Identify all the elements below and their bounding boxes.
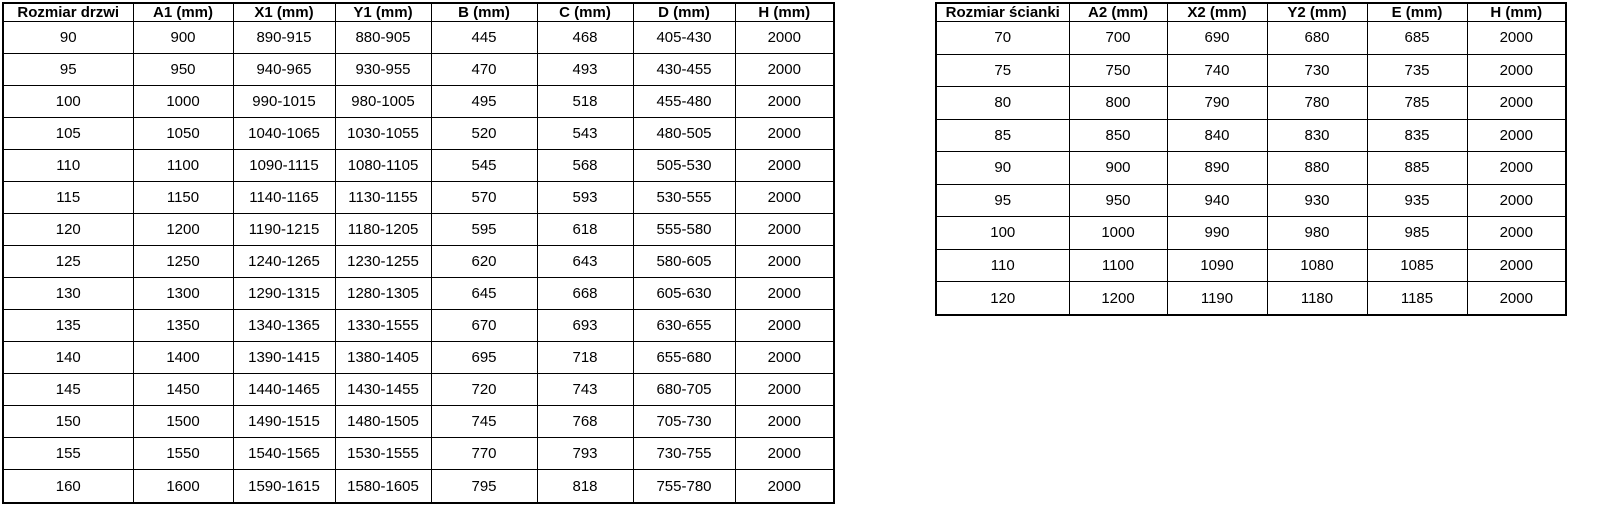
column-header: X1 (mm) — [233, 3, 335, 22]
table-cell: 730-755 — [633, 438, 735, 470]
table-cell: 693 — [537, 310, 633, 342]
table-row — [3, 342, 834, 374]
table-cell: 130 — [3, 278, 133, 310]
table-cell: 120 — [936, 282, 1069, 316]
table-cell: 2000 — [1467, 87, 1566, 120]
table-cell: 1290-1315 — [233, 278, 335, 310]
table-cell: 1030-1055 — [335, 118, 431, 150]
table-row — [3, 470, 834, 503]
table-cell: 1040-1065 — [233, 118, 335, 150]
table-cell: 680 — [1267, 22, 1367, 55]
table-cell: 95 — [3, 54, 133, 86]
table-cell: 555-580 — [633, 214, 735, 246]
table-row — [3, 246, 834, 278]
column-header: C (mm) — [537, 3, 633, 22]
table-row — [3, 406, 834, 438]
table-cell: 140 — [3, 342, 133, 374]
table-row — [936, 249, 1566, 282]
table-cell: 930-955 — [335, 54, 431, 86]
table-cell: 100 — [3, 86, 133, 118]
table-cell: 570 — [431, 182, 537, 214]
table-row — [3, 118, 834, 150]
table-cell: 800 — [1069, 87, 1167, 120]
table-cell: 518 — [537, 86, 633, 118]
table-cell: 470 — [431, 54, 537, 86]
table-cell: 950 — [133, 54, 233, 86]
table-cell: 2000 — [735, 182, 834, 214]
table-cell: 700 — [1069, 22, 1167, 55]
table-cell: 1050 — [133, 118, 233, 150]
table-cell: 1085 — [1367, 249, 1467, 282]
table-cell: 668 — [537, 278, 633, 310]
table-cell: 900 — [1069, 152, 1167, 185]
table-cell: 85 — [936, 119, 1069, 152]
door-size-table — [2, 2, 835, 504]
table-cell: 75 — [936, 54, 1069, 87]
table-cell: 695 — [431, 342, 537, 374]
column-header: Y1 (mm) — [335, 3, 431, 22]
table-cell: 705-730 — [633, 406, 735, 438]
column-header: E (mm) — [1367, 3, 1467, 22]
table-cell: 1580-1605 — [335, 470, 431, 503]
table-cell: 2000 — [1467, 54, 1566, 87]
table-cell: 455-480 — [633, 86, 735, 118]
table-cell: 818 — [537, 470, 633, 503]
table-cell: 720 — [431, 374, 537, 406]
table-cell: 1350 — [133, 310, 233, 342]
table-cell: 880-905 — [335, 22, 431, 54]
table-cell: 620 — [431, 246, 537, 278]
table-cell: 768 — [537, 406, 633, 438]
table-row — [936, 87, 1566, 120]
table-cell: 1550 — [133, 438, 233, 470]
table-row — [936, 217, 1566, 250]
table-cell: 1430-1455 — [335, 374, 431, 406]
column-header: Y2 (mm) — [1267, 3, 1367, 22]
table-cell: 1480-1505 — [335, 406, 431, 438]
table-cell: 655-680 — [633, 342, 735, 374]
table-cell: 2000 — [1467, 282, 1566, 316]
table-cell: 1590-1615 — [233, 470, 335, 503]
table-cell: 2000 — [735, 86, 834, 118]
table-row — [936, 22, 1566, 55]
table-cell: 145 — [3, 374, 133, 406]
table-cell: 793 — [537, 438, 633, 470]
table-cell: 750 — [1069, 54, 1167, 87]
table-row — [3, 150, 834, 182]
table-cell: 690 — [1167, 22, 1267, 55]
header-row — [936, 3, 1566, 22]
table-cell: 105 — [3, 118, 133, 150]
header-row — [3, 3, 834, 22]
table-cell: 530-555 — [633, 182, 735, 214]
table-row — [936, 119, 1566, 152]
column-header: A1 (mm) — [133, 3, 233, 22]
table-cell: 1100 — [1069, 249, 1167, 282]
table-cell: 2000 — [735, 310, 834, 342]
table-cell: 480-505 — [633, 118, 735, 150]
column-header: D (mm) — [633, 3, 735, 22]
table-cell: 1340-1365 — [233, 310, 335, 342]
table-row — [3, 438, 834, 470]
table-cell: 940-965 — [233, 54, 335, 86]
table-cell: 1540-1565 — [233, 438, 335, 470]
table-cell: 1300 — [133, 278, 233, 310]
table-cell: 685 — [1367, 22, 1467, 55]
column-header: X2 (mm) — [1167, 3, 1267, 22]
table-cell: 680-705 — [633, 374, 735, 406]
table-cell: 155 — [3, 438, 133, 470]
table-cell: 2000 — [1467, 119, 1566, 152]
table-cell: 718 — [537, 342, 633, 374]
table-cell: 70 — [936, 22, 1069, 55]
table-cell: 2000 — [735, 54, 834, 86]
table-cell: 1190-1215 — [233, 214, 335, 246]
table-row — [3, 54, 834, 86]
table-cell: 1250 — [133, 246, 233, 278]
table-cell: 580-605 — [633, 246, 735, 278]
table-cell: 2000 — [735, 214, 834, 246]
table-cell: 2000 — [1467, 217, 1566, 250]
table-cell: 2000 — [735, 118, 834, 150]
table-cell: 1450 — [133, 374, 233, 406]
table-cell: 2000 — [735, 406, 834, 438]
table-cell: 2000 — [1467, 249, 1566, 282]
table-cell: 493 — [537, 54, 633, 86]
table-cell: 740 — [1167, 54, 1267, 87]
table-cell: 735 — [1367, 54, 1467, 87]
table-cell: 605-630 — [633, 278, 735, 310]
table-cell: 2000 — [735, 246, 834, 278]
table-cell: 95 — [936, 184, 1069, 217]
table-row — [3, 310, 834, 342]
table-cell: 990-1015 — [233, 86, 335, 118]
table-cell: 1530-1555 — [335, 438, 431, 470]
table-cell: 468 — [537, 22, 633, 54]
table-row — [936, 282, 1566, 316]
table-row — [3, 374, 834, 406]
table-cell: 670 — [431, 310, 537, 342]
table-cell: 593 — [537, 182, 633, 214]
table-cell: 935 — [1367, 184, 1467, 217]
table-cell: 1080 — [1267, 249, 1367, 282]
table-cell: 985 — [1367, 217, 1467, 250]
table-cell: 990 — [1167, 217, 1267, 250]
table-cell: 2000 — [735, 278, 834, 310]
table-cell: 1330-1555 — [335, 310, 431, 342]
table-cell: 730 — [1267, 54, 1367, 87]
table-cell: 110 — [936, 249, 1069, 282]
table-row — [936, 54, 1566, 87]
table-cell: 115 — [3, 182, 133, 214]
table-cell: 1390-1415 — [233, 342, 335, 374]
table-row — [3, 214, 834, 246]
table-cell: 520 — [431, 118, 537, 150]
table-cell: 618 — [537, 214, 633, 246]
table-cell: 160 — [3, 470, 133, 503]
table-cell: 795 — [431, 470, 537, 503]
table-cell: 1000 — [1069, 217, 1167, 250]
column-header: Rozmiar ścianki — [936, 3, 1069, 22]
column-header: H (mm) — [1467, 3, 1566, 22]
column-header: H (mm) — [735, 3, 834, 22]
table-cell: 1240-1265 — [233, 246, 335, 278]
column-header: Rozmiar drzwi — [3, 3, 133, 22]
table-cell: 885 — [1367, 152, 1467, 185]
table-cell: 1280-1305 — [335, 278, 431, 310]
table-cell: 940 — [1167, 184, 1267, 217]
table-cell: 2000 — [1467, 152, 1566, 185]
table-cell: 1140-1165 — [233, 182, 335, 214]
table-cell: 110 — [3, 150, 133, 182]
table-cell: 830 — [1267, 119, 1367, 152]
table-row — [3, 182, 834, 214]
table-cell: 1100 — [133, 150, 233, 182]
table-cell: 495 — [431, 86, 537, 118]
table-cell: 545 — [431, 150, 537, 182]
table-cell: 840 — [1167, 119, 1267, 152]
table-cell: 980-1005 — [335, 86, 431, 118]
table-row — [3, 86, 834, 118]
table-cell: 1130-1155 — [335, 182, 431, 214]
table-cell: 445 — [431, 22, 537, 54]
column-header: B (mm) — [431, 3, 537, 22]
table-cell: 1190 — [1167, 282, 1267, 316]
table-cell: 1180-1205 — [335, 214, 431, 246]
table-row — [3, 22, 834, 54]
table-cell: 405-430 — [633, 22, 735, 54]
table-cell: 770 — [431, 438, 537, 470]
table-cell: 1230-1255 — [335, 246, 431, 278]
table-cell: 595 — [431, 214, 537, 246]
table-cell: 430-455 — [633, 54, 735, 86]
table-cell: 1090 — [1167, 249, 1267, 282]
table-cell: 1440-1465 — [233, 374, 335, 406]
table-cell: 980 — [1267, 217, 1367, 250]
table-cell: 1180 — [1267, 282, 1367, 316]
table-cell: 125 — [3, 246, 133, 278]
table-cell: 100 — [936, 217, 1069, 250]
table-cell: 850 — [1069, 119, 1167, 152]
table-cell: 80 — [936, 87, 1069, 120]
table-cell: 543 — [537, 118, 633, 150]
table-cell: 2000 — [1467, 22, 1566, 55]
table-cell: 900 — [133, 22, 233, 54]
column-header: A2 (mm) — [1069, 3, 1167, 22]
table-cell: 2000 — [735, 438, 834, 470]
table-cell: 505-530 — [633, 150, 735, 182]
table-cell: 2000 — [735, 22, 834, 54]
table-cell: 1380-1405 — [335, 342, 431, 374]
table-cell: 890-915 — [233, 22, 335, 54]
table-cell: 120 — [3, 214, 133, 246]
table-cell: 1185 — [1367, 282, 1467, 316]
table-cell: 835 — [1367, 119, 1467, 152]
table-cell: 630-655 — [633, 310, 735, 342]
wall-size-table — [935, 2, 1567, 316]
table-cell: 1150 — [133, 182, 233, 214]
table-cell: 645 — [431, 278, 537, 310]
table-cell: 568 — [537, 150, 633, 182]
table-cell: 2000 — [735, 374, 834, 406]
table-cell: 90 — [936, 152, 1069, 185]
table-cell: 950 — [1069, 184, 1167, 217]
table-cell: 1200 — [133, 214, 233, 246]
table-cell: 90 — [3, 22, 133, 54]
table-row — [936, 152, 1566, 185]
table-row — [936, 184, 1566, 217]
table-cell: 880 — [1267, 152, 1367, 185]
table-cell: 1090-1115 — [233, 150, 335, 182]
table-cell: 2000 — [735, 470, 834, 503]
table-cell: 1000 — [133, 86, 233, 118]
table-cell: 790 — [1167, 87, 1267, 120]
table-cell: 2000 — [1467, 184, 1566, 217]
table-cell: 1500 — [133, 406, 233, 438]
table-cell: 150 — [3, 406, 133, 438]
table-cell: 1080-1105 — [335, 150, 431, 182]
table-cell: 2000 — [735, 150, 834, 182]
table-cell: 2000 — [735, 342, 834, 374]
table-cell: 785 — [1367, 87, 1467, 120]
table-cell: 1490-1515 — [233, 406, 335, 438]
table-cell: 135 — [3, 310, 133, 342]
table-cell: 1400 — [133, 342, 233, 374]
table-cell: 930 — [1267, 184, 1367, 217]
table-cell: 890 — [1167, 152, 1267, 185]
table-cell: 1200 — [1069, 282, 1167, 316]
table-cell: 643 — [537, 246, 633, 278]
table-cell: 780 — [1267, 87, 1367, 120]
table-row — [3, 278, 834, 310]
table-cell: 745 — [431, 406, 537, 438]
table-cell: 743 — [537, 374, 633, 406]
table-cell: 1600 — [133, 470, 233, 503]
table-cell: 755-780 — [633, 470, 735, 503]
